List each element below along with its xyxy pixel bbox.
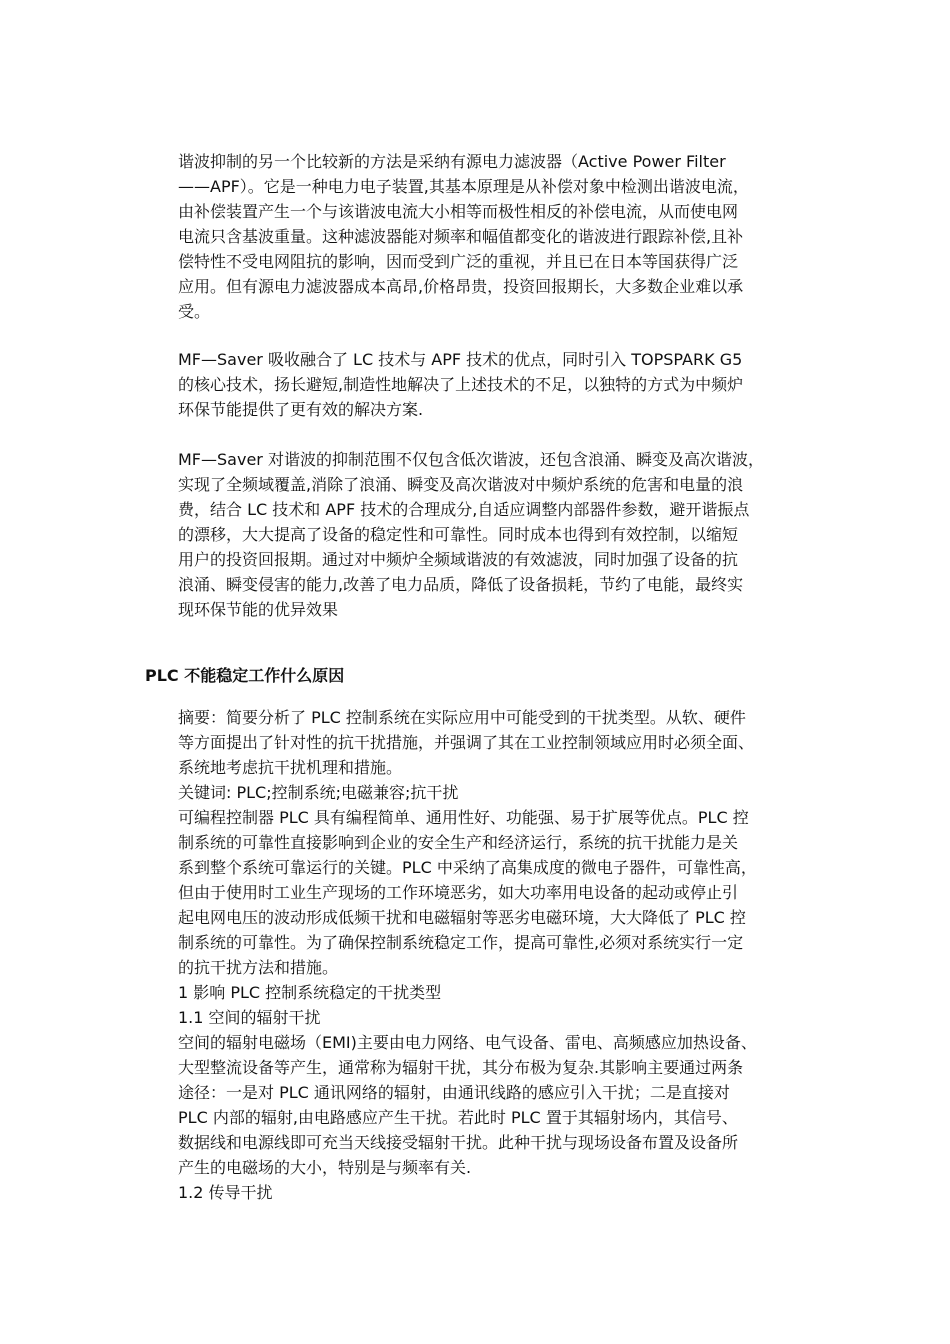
subheading-1-1: 1.1 空间的辐射干扰 [178,1008,321,1027]
paragraph-text: MF—Saver 吸收融合了 LC 技术与 APF 技术的优点，同时引入 TOPSPARK G5 的核心技术，扬长避短,制造性地解决了上述技术的不足，以独特的方式为中频炉 环保节能提供了更有效的解决方案. [178,350,744,419]
paragraph-mf-saver-harmonics [178,447,778,622]
subheading-1-2: 1.2 传导干扰 [178,1183,273,1202]
paragraph-mf-saver-overview [178,347,778,422]
paragraph-text: MF—Saver 对谐波的抑制范围不仅包含低次谐波，还包含浪涌、瞬变及高次谐波， 实现了全频域覆盖,消除了浪涌、瞬变及高次谐波对中频炉系统的危害和电量的浪 费，结合 LC 技术和 APF 技术的合理成分,自适应调整内部器件参数，避开谐振点 的漂移，大大提高了设备的稳定性和可靠性。同时成本也得到有效控制，以缩短 用户的投资回报期。通过对中频炉全频域谐波的有效滤波，同时加强了设备的抗 浪涌、瞬变侵害的能力,改善了电力品质，降低了设备损耗，节约了电能，最终实 现环保节能的优异效果 [178,450,764,619]
abstract-text: 摘要：简要分析了 PLC 控制系统在实际应用中可能受到的干扰类型。从软、硬件 等方面提出了针对性的抗干扰措施，并强调了其在工业控制领域应用时必须全面、 系统地考虑抗干扰机理和措施。 [178,708,755,777]
keywords-text: 关键词: PLC;控制系统;电磁兼容;抗干扰 [178,783,459,802]
paragraph-radiation-interference: 空间的辐射电磁场（EMI)主要由电力网络、电气设备、雷电、高频感应加热设备、 大型整流设备等产生，通常称为辐射干扰，其分布极为复杂.其影响主要通过两条 途径：一是对 PLC 通讯网络的辐射，由通讯线路的感应引入干扰；二是直接对 PLC 内部的辐射,由电路感应产生干扰。若此时 PLC 置于其辐射场内，其信号、 数据线和电源线即可充当天线接受辐射干扰。此种干扰与现场设备布置及设备所 产生的电磁场的大小，特别是与频率有关. [178,1033,757,1177]
subheading-1: 1 影响 PLC 控制系统稳定的干扰类型 [178,983,442,1002]
paragraph-active-power-filter [178,149,778,324]
section-body [178,705,778,1205]
intro-paragraph: 可编程控制器 PLC 具有编程简单、通用性好、功能强、易于扩展等优点。PLC 控 制系统的可靠性直接影响到企业的安全生产和经济运行，系统的抗干扰能力是关 系到整个系统可靠运行的关键。PLC 中采纳了高集成度的微电子器件，可靠性高， 但由于使用时工业生产现场的工作环境恶劣，如大功率用电设备的起动或停止引 起电网电压的波动形成低频干扰和电磁辐射等恶劣电磁环境，大大降低了 PLC 控 制系统的可靠性。为了确保控制系统稳定工作，提高可靠性,必须对系统实行一定 的抗干扰方法和措施。 [178,808,757,977]
section-heading: PLC 不能稳定工作什么原因 [145,666,345,685]
paragraph-text: 谐波抑制的另一个比较新的方法是采纳有源电力滤波器（Active Power Filter ——APF）。它是一种电力电子装置,其基本原理是从补偿对象中检测出谐波电流， 由补偿装置产生一个与该谐波电流大小相等而极性相反的补偿电流，从而使电网 电流只含基波重量。这种滤波器能对频率和幅值都变化的谐波进行跟踪补偿,且补 偿特性不受电网阻抗的影响，因而受到广泛的重视，并且已在日本等国获得广泛 应用。但有源电力滤波器成本高昂,价格昂贵，投资回报期长，大多数企业难以承 受。 [178,152,749,321]
